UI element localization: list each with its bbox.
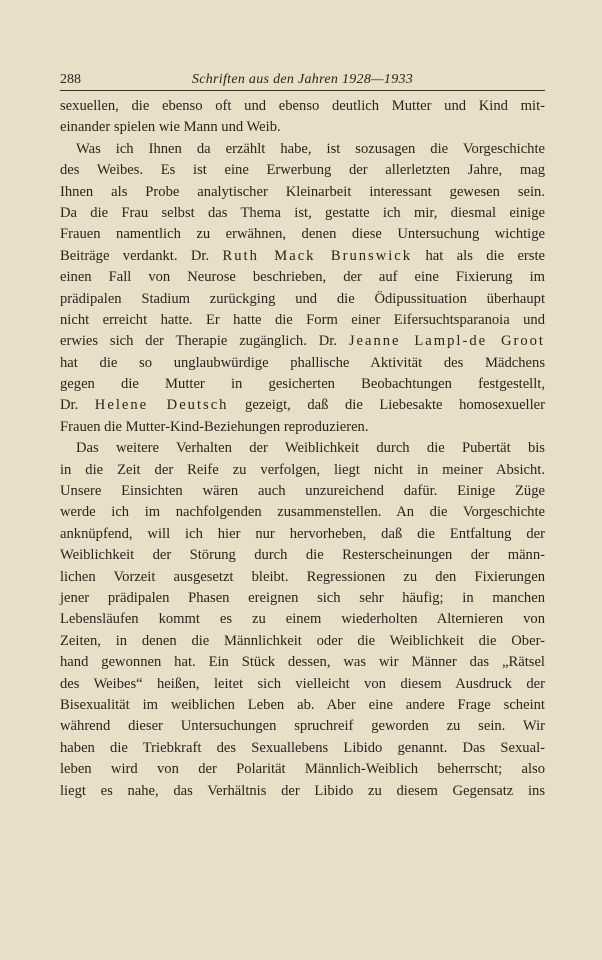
text-line: hand gewonnen hat. Ein Stück dessen, was wir Männer das „Rätsel — [60, 654, 545, 671]
text-line: hat die so unglaubwürdige phallische Aktivität des Mädchens — [60, 354, 545, 371]
text-line: gegen die Mutter in gesicherten Beobachtungen festgestellt, — [60, 376, 545, 393]
text-line: leben wird von der Polarität Männlich-Weiblich beherrscht; also — [60, 761, 545, 778]
text-fragment: gezeigt, daß die Liebesakte homosexueller — [228, 397, 545, 414]
text-line: liegt es nahe, das Verhältnis der Libido zu diesem Gegensatz ins — [60, 782, 545, 799]
text-line: haben die Triebkraft des Sexuallebens Libido genannt. Das Sexual- — [60, 739, 545, 756]
body-text — [60, 96, 545, 802]
author-name: Ruth Mack Brunswick — [222, 247, 413, 264]
text-fragment: hat als die erste — [412, 247, 545, 264]
text-line: sexuellen, die ebenso oft und ebenso deutlich Mutter und Kind mit- — [60, 98, 545, 114]
text-line: anknüpfend, will ich hier nur hervorheben, daß die Entfaltung der — [60, 525, 545, 542]
text-line: des Weibes“ heißen, leitet sich vielleicht von diesem Ausdruck der — [60, 675, 545, 692]
text-line: des Weibes. Es ist eine Erwerbung der allerletzten Jahre, mag — [60, 162, 545, 179]
text-line: Weiblichkeit der Störung durch die Resterscheinungen der männ- — [60, 547, 545, 564]
text-line: Das weitere Verhalten der Weiblichkeit durch die Pubertät bis — [76, 440, 545, 457]
header-rule — [60, 90, 545, 91]
text-line: jener prädipalen Phasen ereignen sich sehr häufig; in manchen — [60, 589, 545, 606]
text-line: Zeiten, in denen die Männlichkeit oder die Weiblichkeit die Ober- — [60, 632, 545, 649]
text-line: einen Fall von Neurose beschrieben, der auf eine Fixierung im — [60, 269, 545, 286]
page-header — [60, 66, 545, 90]
text-line: während dieser Untersuchungen spruchreif geworden zu sein. Wir — [60, 718, 545, 735]
text-line — [60, 331, 545, 352]
text-line: Da die Frau selbst das Thema ist, gestatte ich mir, diesmal einige — [60, 204, 545, 221]
text-line: lichen Vorzeit ausgesetzt bleibt. Regressionen zu den Fixierungen — [60, 568, 545, 585]
text-fragment: Beiträge verdankt. Dr. — [60, 247, 223, 264]
text-line: Frauen die Mutter-Kind-Beziehungen reproduzieren. — [60, 418, 369, 435]
text-line: werde ich im nachfolgenden zusammenstellen. An die Vorgeschichte — [60, 504, 545, 521]
running-title: Schriften aus den Jahren 1928—1933 — [191, 72, 414, 87]
text-line: Bisexualität im weiblichen Leben ab. Aber eine andere Frage scheint — [60, 696, 545, 713]
text-fragment: erwies sich der Therapie zugänglich. Dr. — [60, 333, 349, 350]
text-line: Frauen namentlich zu erwähnen, denen diese Untersuchung wichtige — [60, 226, 545, 243]
text-line: Was ich Ihnen da erzählt habe, ist sozusagen die Vorgeschichte — [76, 140, 545, 157]
text-line: Unsere Einsichten wären auch unzureichend dafür. Einige Züge — [60, 483, 545, 500]
text-line: nicht erreicht hatte. Er hatte die Form einer Eifersuchtsparanoia und — [60, 311, 545, 328]
text-line: prädipalen Stadium zurückging und die Ödipussituation überhaupt — [60, 290, 545, 307]
author-name: Jeanne Lampl-de Groot — [348, 333, 545, 350]
text-line: Ihnen als Probe analytischer Kleinarbeit interessant gewesen sein. — [60, 183, 545, 200]
author-name: Helene Deutsch — [94, 397, 229, 414]
text-line: in die Zeit der Reife zu verfolgen, liegt nicht in meiner Absicht. — [60, 461, 545, 478]
text-line: Lebensläufen kommt es zu einem wiederholten Alternieren von — [60, 611, 545, 628]
text-line: einander spielen wie Mann und Weib. — [60, 119, 281, 136]
text-fragment: Dr. — [60, 397, 95, 414]
page-number: 288 — [60, 72, 81, 87]
text-line — [60, 395, 545, 416]
text-line — [60, 246, 545, 267]
